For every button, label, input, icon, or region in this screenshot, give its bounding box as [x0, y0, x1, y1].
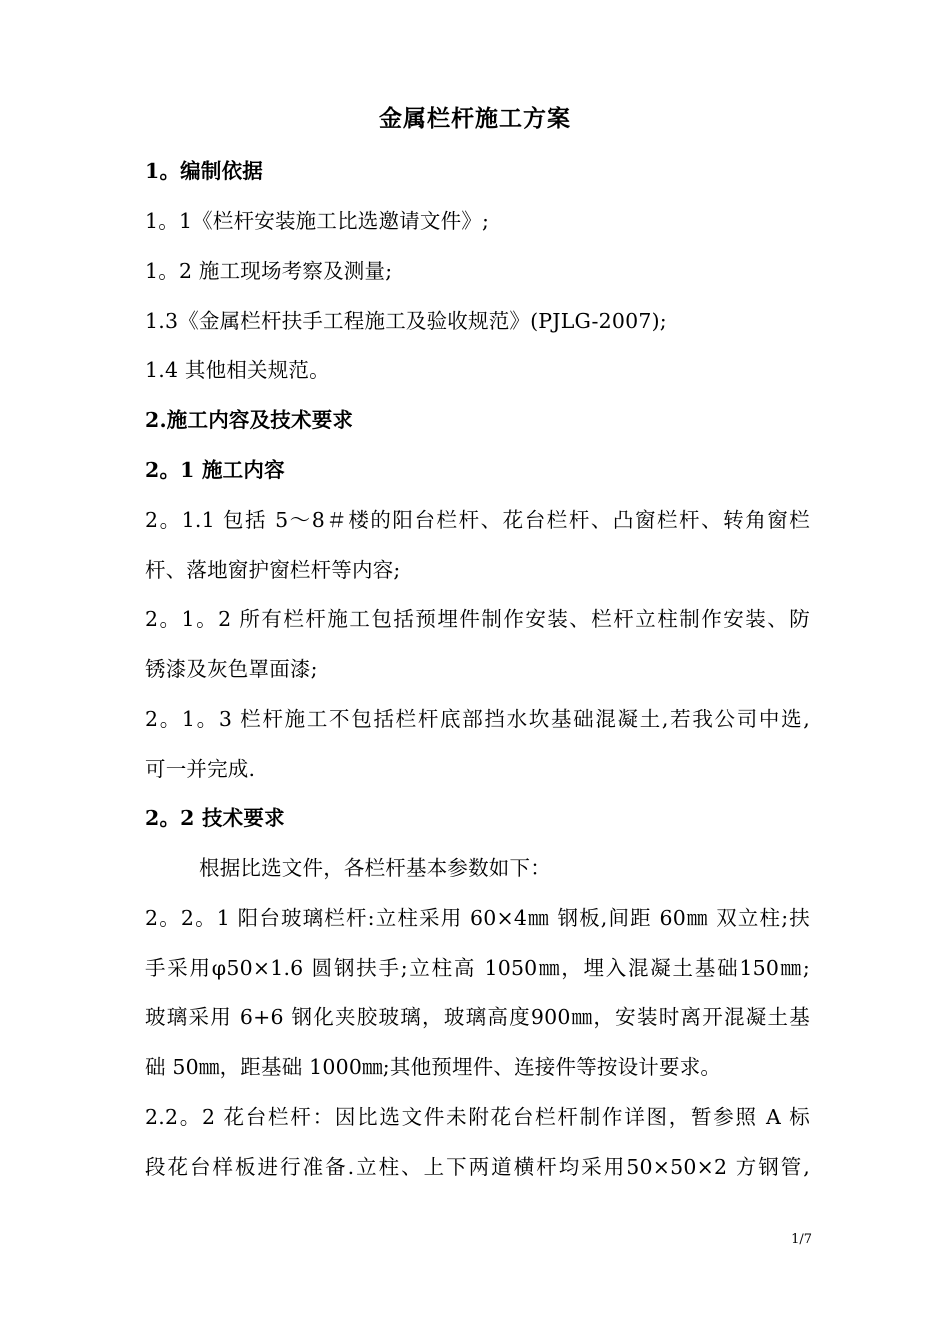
paragraph-line: 杆、落地窗护窗栏杆等内容;: [145, 558, 401, 582]
heading-content: 2。1 施工内容: [145, 458, 285, 482]
paragraph-line: 手采用φ50×1.6 圆钢扶手;立柱高 1050㎜，埋入混凝土基础150㎜;: [145, 956, 810, 980]
paragraph-line: 2。2。1 阳台玻璃栏杆:立柱采用 60×4㎜ 钢板,间距 60㎜ 双立柱;扶: [145, 906, 810, 930]
heading-content-requirements: 2.施工内容及技术要求: [145, 408, 354, 432]
paragraph-line: 锈漆及灰色罩面漆;: [145, 657, 318, 681]
paragraph-line: 1.3《金属栏杆扶手工程施工及验收规范》(PJLG-2007);: [145, 309, 667, 333]
heading-basis: 1。编制依据: [145, 159, 263, 183]
paragraph-line: 2。1。3 栏杆施工不包括栏杆底部挡水坎基础混凝土,若我公司中选,: [145, 707, 810, 731]
page-number: 1/7: [791, 1232, 812, 1247]
paragraph-line: 1。2 施工现场考察及测量;: [145, 259, 393, 283]
paragraph-line: 1.4 其他相关规范。: [145, 358, 330, 382]
document-title: 金属栏杆施工方案: [379, 105, 571, 132]
paragraph-line: 础 50㎜，距基础 1000㎜;其他预埋件、连接件等按设计要求。: [145, 1055, 722, 1079]
paragraph-line: 段花台样板进行准备.立柱、上下两道横杆均采用50×50×2 方钢管,: [145, 1155, 810, 1179]
paragraph-line: 2。1.1 包括 5～8＃楼的阳台栏杆、花台栏杆、凸窗栏杆、转角窗栏: [145, 508, 810, 532]
paragraph-line: 2。1。2 所有栏杆施工包括预埋件制作安装、栏杆立柱制作安装、防: [145, 607, 810, 631]
paragraph-line: 2.2。2 花台栏杆：因比选文件未附花台栏杆制作详图，暂参照 A 标: [145, 1105, 810, 1129]
paragraph-line: 玻璃采用 6+6 钢化夹胶玻璃，玻璃高度900㎜，安装时离开混凝土基: [145, 1005, 810, 1029]
heading-technical: 2。2 技术要求: [145, 806, 285, 830]
paragraph-line: 1。1《栏杆安装施工比选邀请文件》;: [145, 209, 490, 233]
paragraph-line: 可一并完成.: [145, 757, 256, 781]
paragraph-line: 根据比选文件，各栏杆基本参数如下：: [199, 856, 551, 880]
